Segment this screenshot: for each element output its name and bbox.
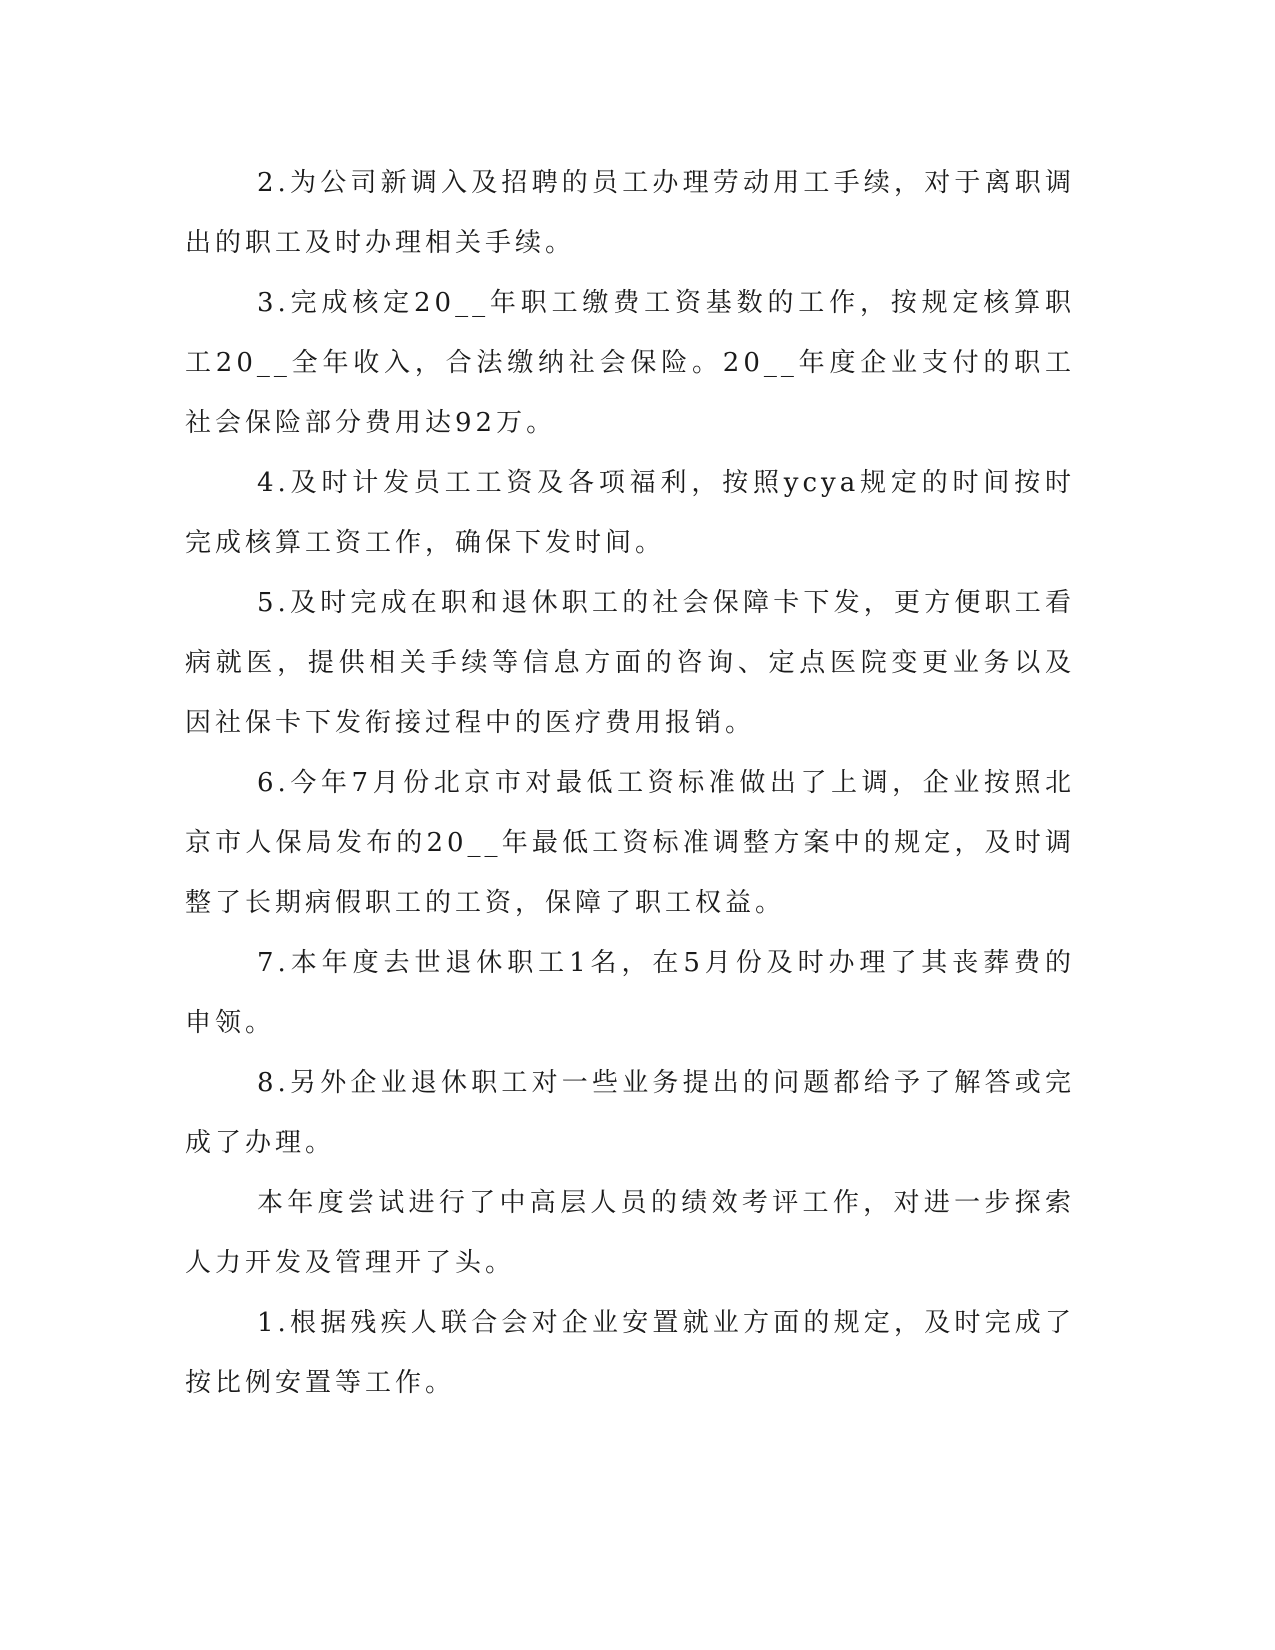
paragraph-performance-review: 本年度尝试进行了中高层人员的绩效考评工作，对进一步探索人力开发及管理开了头。 bbox=[185, 1188, 1075, 1278]
paragraph-item-8: 8.另外企业退休职工对一些业务提出的问题都给予了解答或完成了办理。 bbox=[185, 1068, 1075, 1158]
paragraph-item-7: 7.本年度去世退休职工1名，在5月份及时办理了其丧葬费的申领。 bbox=[185, 948, 1075, 1038]
paragraph-item-5: 5.及时完成在职和退休职工的社会保障卡下发，更方便职工看病就医，提供相关手续等信息方面的咨询、定点医院变更业务以及因社保卡下发衔接过程中的医疗费用报销。 bbox=[185, 588, 1075, 738]
paragraph-item-6: 6.今年7月份北京市对最低工资标准做出了上调，企业按照北京市人保局发布的20__年最低工资标准调整方案中的规定，及时调整了长期病假职工的工资，保障了职工权益。 bbox=[185, 768, 1075, 918]
paragraph-item-1-disability-placement: 1.根据残疾人联合会对企业安置就业方面的规定，及时完成了按比例安置等工作。 bbox=[185, 1308, 1075, 1398]
paragraph-item-2: 2.为公司新调入及招聘的员工办理劳动用工手续，对于离职调出的职工及时办理相关手续。 bbox=[185, 168, 1075, 258]
paragraph-item-4: 4.及时计发员工工资及各项福利，按照ycya规定的时间按时完成核算工资工作，确保下发时间。 bbox=[185, 468, 1075, 558]
paragraph-item-3: 3.完成核定20__年职工缴费工资基数的工作，按规定核算职工20__全年收入，合法缴纳社会保险。20__年度企业支付的职工社会保险部分费用达92万。 bbox=[185, 288, 1075, 438]
document-body bbox=[185, 153, 1075, 1413]
